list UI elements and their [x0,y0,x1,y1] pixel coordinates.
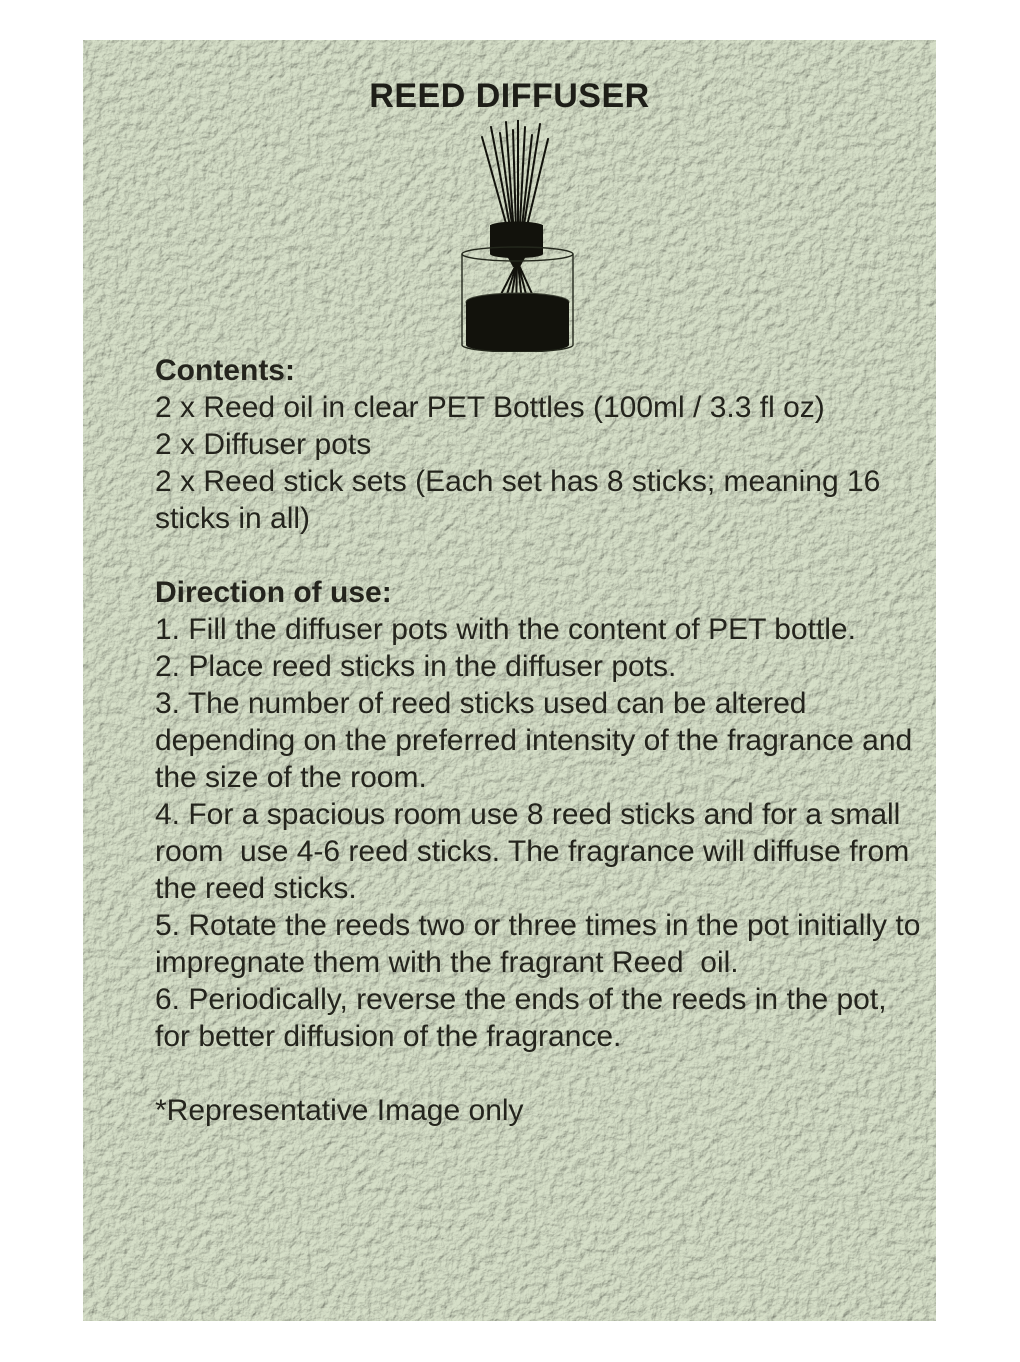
page-title: REED DIFFUSER [369,77,650,115]
direction-step-6: 6. Periodically, reverse the ends of the reeds in the pot, for better diffusion of the fragrance. [155,983,895,1053]
text-block [155,352,929,1129]
product-info-card [83,40,936,1321]
contents-item-3: 2 x Reed stick sets (Each set has 8 sticks; meaning 16 sticks in all) [155,465,889,535]
footnote: *Representative Image only [155,1094,524,1127]
contents-heading: Contents: [155,354,295,387]
card-content [83,40,936,1321]
directions-heading: Direction of use: [155,576,392,609]
direction-step-2: 2. Place reed sticks in the diffuser pots. [155,650,677,683]
contents-item-1: 2 x Reed oil in clear PET Bottles (100ml / 3.3 fl oz) [155,391,825,424]
direction-step-3: 3. The number of reed sticks used can be altered depending on the preferred intensity of the fragrance and the size of the room. [155,687,921,794]
oil-liquid [466,293,569,352]
direction-step-1: 1. Fill the diffuser pots with the content of PET bottle. [155,613,856,646]
direction-step-4: 4. For a spacious room use 8 reed sticks and for a small room use 4-6 reed sticks. The fragrance will diffuse from the reed sticks. [155,798,918,905]
reed-diffuser-illustration [460,120,575,352]
contents-item-2: 2 x Diffuser pots [155,428,372,461]
direction-step-5: 5. Rotate the reeds two or three times in the pot initially to impregnate them with the fragrant Reed oil. [155,909,929,979]
